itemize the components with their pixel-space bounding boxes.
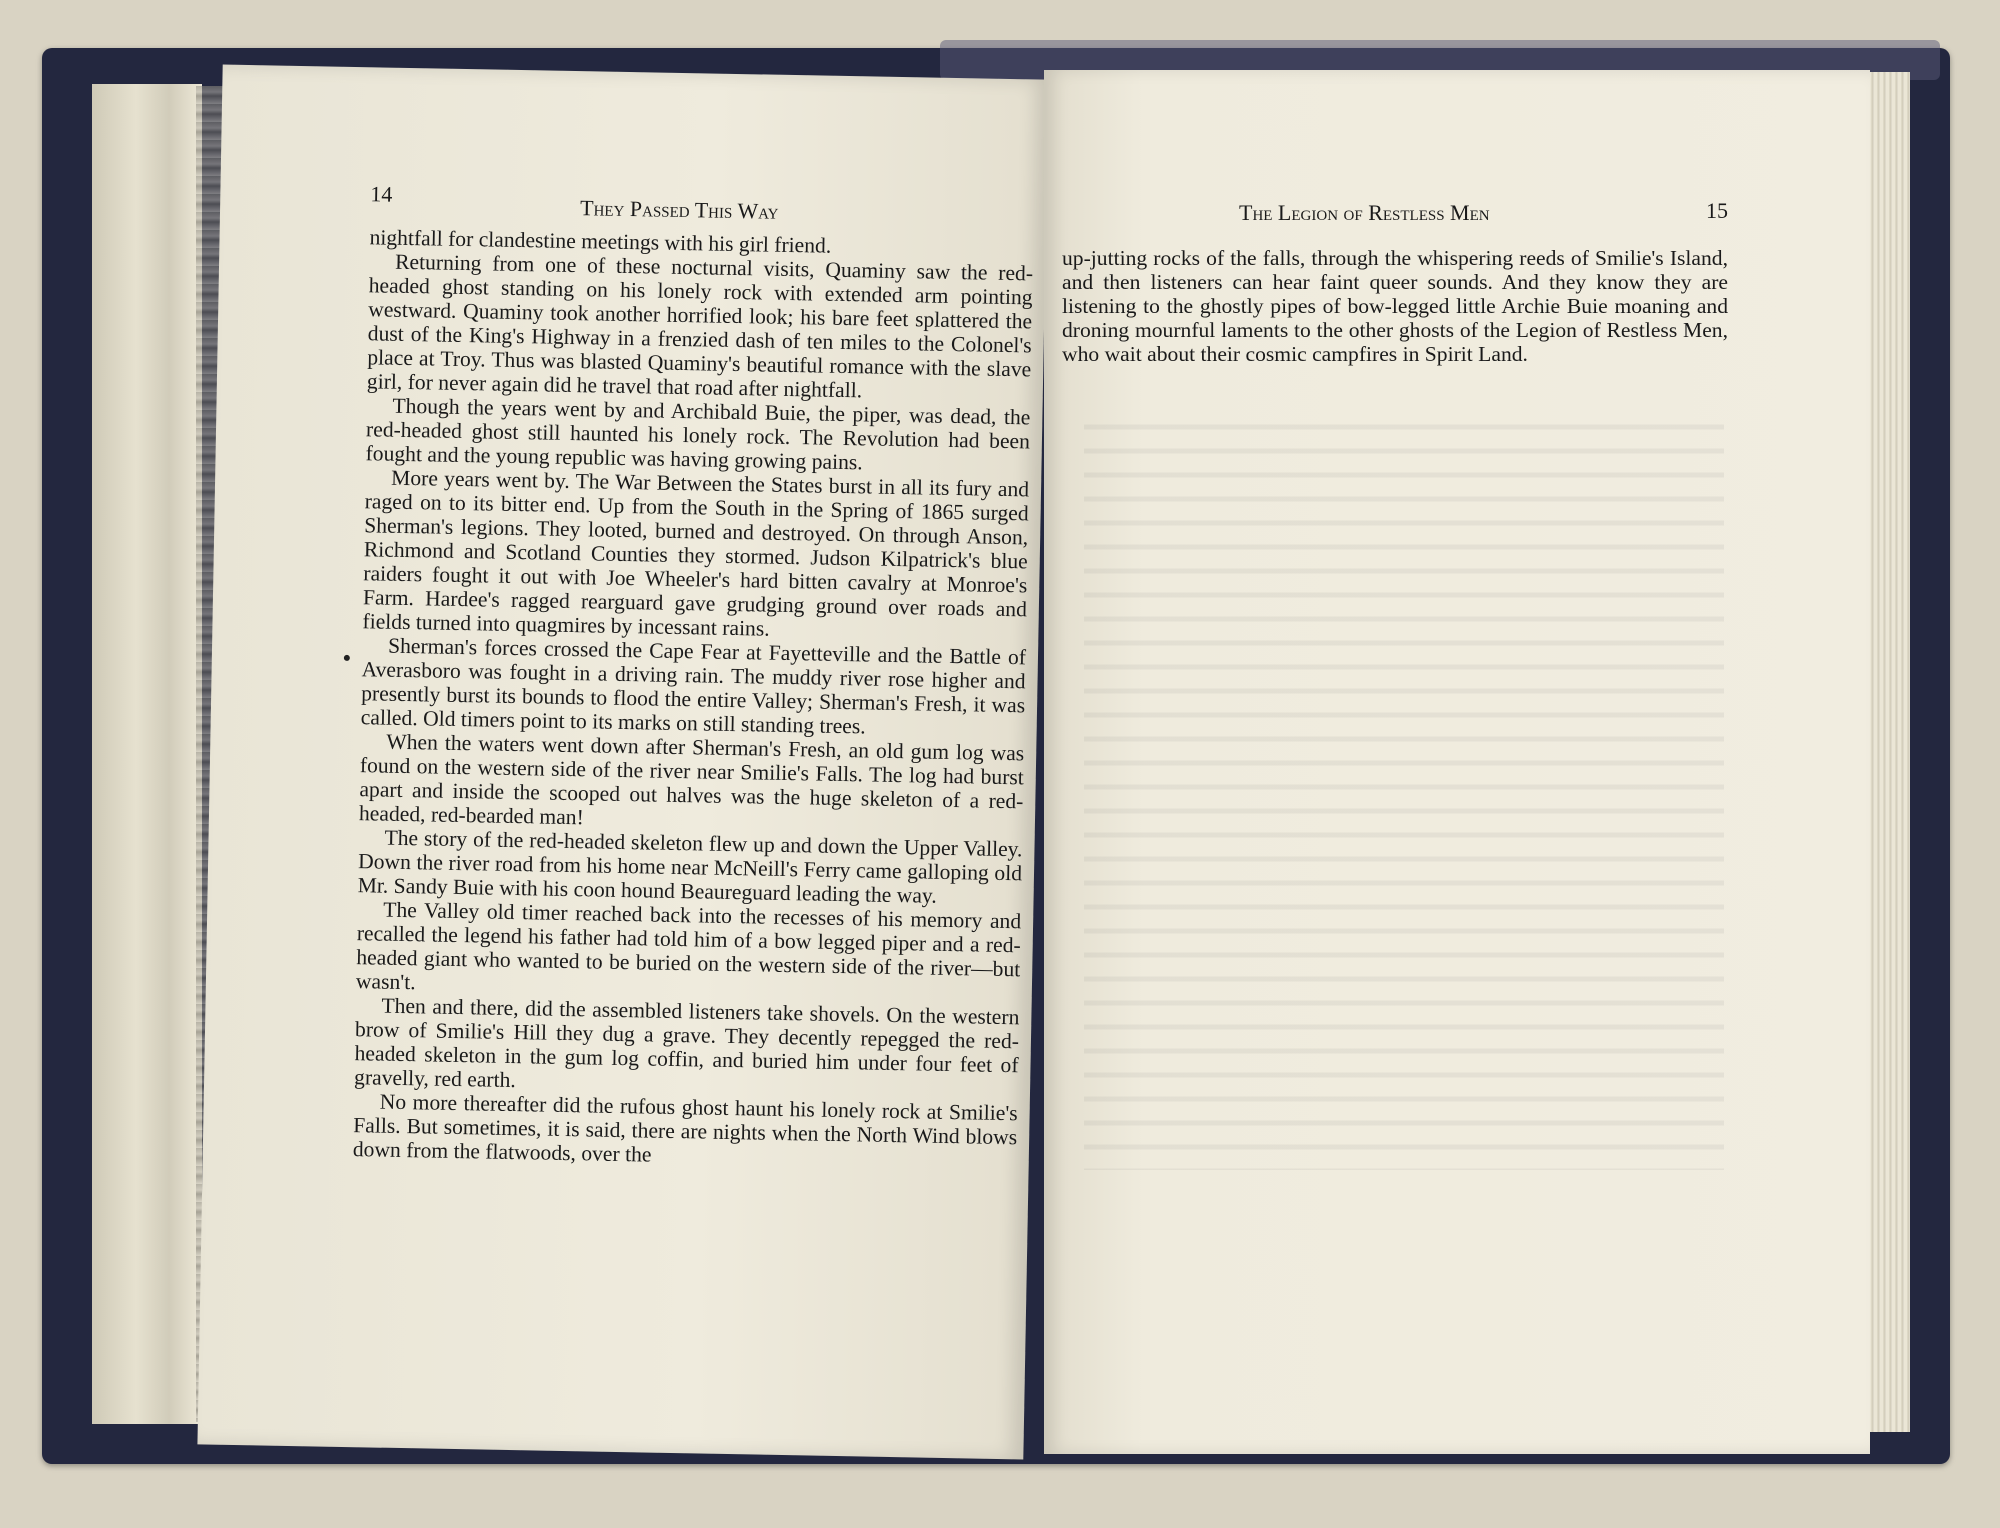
right-page [1044, 70, 1870, 1454]
paragraph: More years went by. The War Between the States burst in all its fury and raged on to its bitter end. Up from the South in the Spring of 1865 surged Sherman's legions. They looted, burned and destroyed. On through Anson, Richmond and Scotland Counties they stormed. Judson Kilpatrick's blue raiders fought it out with Joe Wheeler's hard bitten cavalry at Monroe's Farm. Hardee's ragged rearguard gave grudging ground over roads and fields turned into quagmires by incessant rains. [362, 465, 1030, 641]
right-running-head: The Legion of Restless Men [1239, 200, 1490, 225]
paragraph: The Valley old timer reached back into the recesses of his memory and recalled the legend his father had told him of a bow legged piper and a red-headed giant who wanted to be buried on the western side of the river—but wasn't. [355, 897, 1022, 995]
right-page-edges [1868, 72, 1910, 1432]
show-through-text [1084, 410, 1724, 1170]
paragraph: When the waters went down after Sherman's Fresh, an old gum log was found on the western side of the river near Smilie's Falls. The log had burst apart and inside the scooped out halves was the huge skeleton of a red-headed, red-bearded man! [358, 729, 1025, 830]
left-page [197, 65, 1048, 1460]
paragraph: The story of the red-headed skeleton flew up and down the Upper Valley. Down the river road from his home near McNeill's Ferry came galloping old Mr. Sandy Buie with his coon hound Beaureguard leading the way. [357, 825, 1023, 908]
left-body-text [353, 225, 1034, 1173]
right-body-text [1062, 246, 1728, 366]
page-mark [344, 655, 350, 661]
left-page-edges [92, 84, 202, 1424]
paragraph: Though the years went by and Archibald Buie, the piper, was dead, the red-headed ghost still haunted his lonely rock. The Revolution had been fought and the young republic was having growing pains. [365, 393, 1031, 475]
left-page-number: 14 [370, 181, 393, 207]
paragraph: up-jutting rocks of the falls, through the whispering reeds of Smilie's Island, and then listeners can hear faint queer sounds. And they know they are listening to the ghostly pipes of bow-legged little Archie Buie moaning and droning mournful laments to the other ghosts of the Legion of Restless Men, who wait about their cosmic campfires in Spirit Land. [1062, 246, 1728, 366]
paragraph: No more thereafter did the rufous ghost haunt his lonely rock at Smilie's Falls. But sometimes, it is said, there are nights when the North Wind blows down from the flatwoods, over the [352, 1089, 1018, 1167]
paragraph: Returning from one of these nocturnal visits, Quaminy saw the red-headed ghost standing on his lonely rock with extended arm pointing westward. Quaminy took another horrified look; his bare feet splattered the dust of the King's Highway in a frenzied dash of ten miles to the Colonel's place at Troy. Thus was blasted Quaminy's beautiful romance with the slave girl, for never again did he travel that road after nightfall. [366, 249, 1034, 403]
paragraph: Sherman's forces crossed the Cape Fear at Fayetteville and the Battle of Averasboro was fought in a driving rain. The muddy river rose higher and presently burst its bounds to flood the entire Valley; Sherman's Fresh, it was called. Old timers point to its marks on still standing trees. [360, 633, 1027, 739]
paragraph: nightfall for clandestine meetings with his girl friend. [369, 225, 832, 258]
paragraph: Then and there, did the assembled listeners take shovels. On the western brow of Smilie's Hill they dug a grave. They decently repegged the red-headed skeleton in the gum log coffin, and buried him under four feet of gravelly, red earth. [353, 993, 1020, 1093]
left-running-head: They Passed This Way [579, 195, 779, 224]
right-page-number: 15 [1706, 198, 1728, 223]
